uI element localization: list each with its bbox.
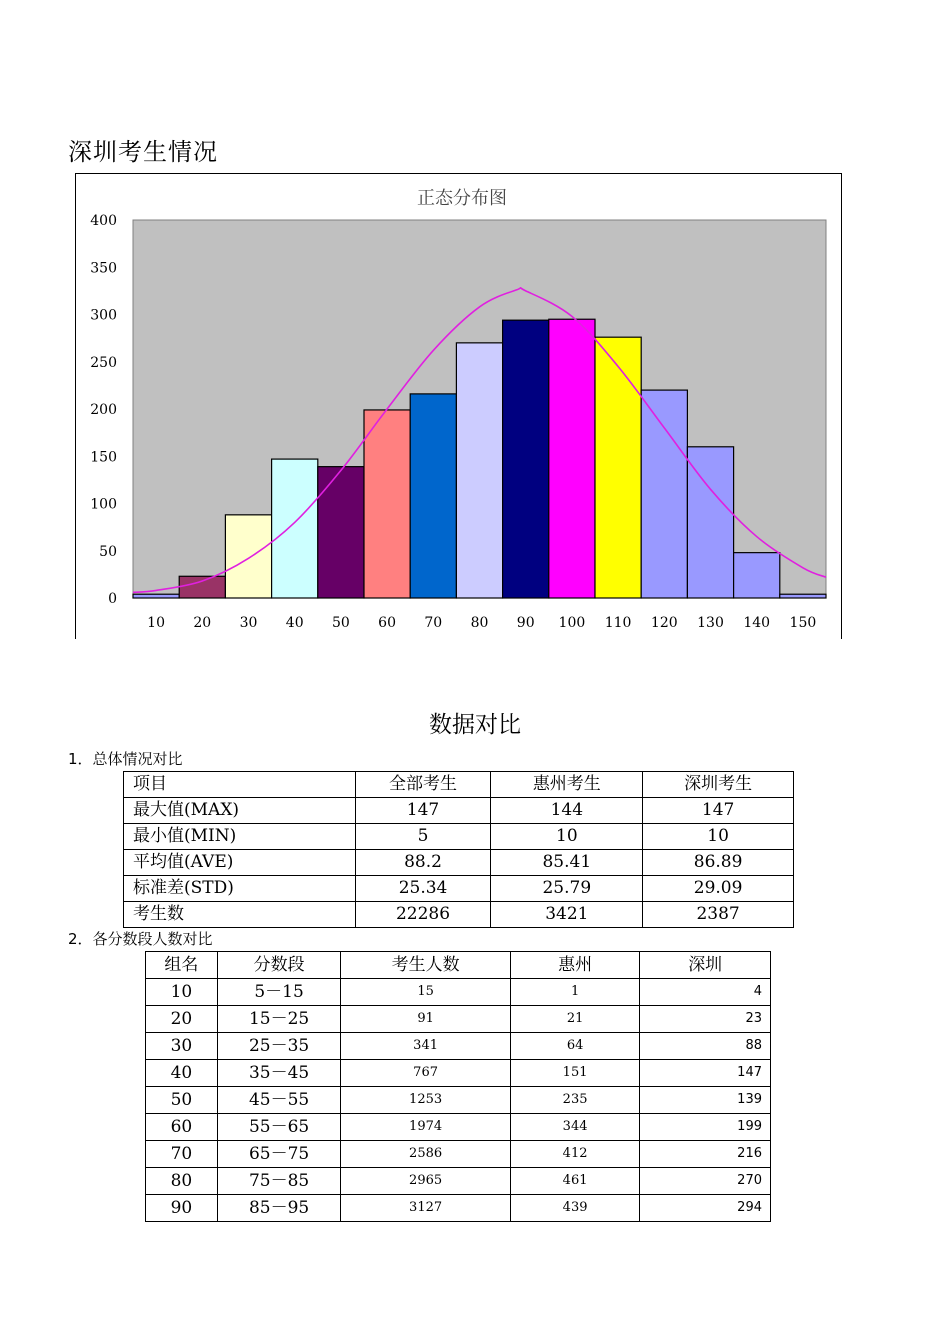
scores-subtitle: 2．各分数段人数对比: [68, 930, 213, 948]
y-tick-label: 50: [99, 543, 117, 560]
column-header: 考生人数: [341, 952, 510, 979]
table-cell: 55－65: [217, 1114, 341, 1141]
table-cell: 147: [355, 798, 491, 824]
table-cell: 60: [146, 1114, 218, 1141]
table-row: [146, 1033, 771, 1060]
table-cell: 考生数: [124, 902, 356, 928]
table-cell: 35－45: [217, 1060, 341, 1087]
table-cell: 3421: [491, 902, 643, 928]
column-header: 惠州考生: [491, 772, 643, 798]
table-cell: 216: [640, 1141, 771, 1168]
table-cell: 1253: [341, 1087, 510, 1114]
table-cell: 20: [146, 1006, 218, 1033]
y-tick-label: 350: [90, 260, 117, 277]
table-cell: 294: [640, 1195, 771, 1222]
table-cell: 199: [640, 1114, 771, 1141]
table-cell: 29.09: [643, 876, 794, 902]
table-row: [124, 798, 794, 824]
table-row: [146, 1141, 771, 1168]
x-tick-label: 130: [697, 615, 724, 631]
table-row: [146, 1195, 771, 1222]
table-cell: 2965: [341, 1168, 510, 1195]
table-cell: 2387: [643, 902, 794, 928]
y-tick-label: 150: [90, 449, 117, 466]
table-cell: 86.89: [643, 850, 794, 876]
y-tick-label: 300: [90, 307, 117, 324]
column-header: 深圳考生: [643, 772, 794, 798]
x-tick-label: 90: [516, 615, 535, 631]
bar-50: [318, 467, 364, 598]
table-cell: 2586: [341, 1141, 510, 1168]
column-header: 项目: [124, 772, 356, 798]
table-cell: 45－55: [217, 1087, 341, 1114]
table-cell: 439: [510, 1195, 640, 1222]
bar-90: [503, 320, 549, 598]
summary-subtitle: 1．总体情况对比: [68, 750, 183, 768]
bar-20: [179, 576, 225, 598]
x-tick-label: 50: [331, 615, 350, 631]
score-distribution-table: [145, 951, 771, 1222]
chart-canvas: [76, 174, 842, 640]
bar-10: [133, 594, 179, 598]
table-cell: 80: [146, 1168, 218, 1195]
table-cell: 91: [341, 1006, 510, 1033]
bar-40: [272, 459, 318, 598]
x-tick-label: 30: [239, 615, 258, 631]
x-axis: [147, 615, 816, 631]
table-cell: 344: [510, 1114, 640, 1141]
summary-table: [123, 771, 794, 928]
column-header: 全部考生: [355, 772, 491, 798]
table-cell: 15: [341, 979, 510, 1006]
table-cell: 30: [146, 1033, 218, 1060]
y-tick-label: 400: [90, 213, 117, 229]
table-row: [146, 1087, 771, 1114]
chart-title: 正态分布图: [417, 188, 507, 209]
x-tick-label: 20: [193, 615, 212, 631]
bar-100: [549, 319, 595, 598]
table-cell: 21: [510, 1006, 640, 1033]
table-cell: 25.79: [491, 876, 643, 902]
x-tick-label: 60: [378, 615, 397, 631]
table-cell: 412: [510, 1141, 640, 1168]
table-cell: 15－25: [217, 1006, 341, 1033]
table-cell: 90: [146, 1195, 218, 1222]
y-tick-label: 200: [90, 402, 117, 418]
x-tick-label: 40: [285, 615, 304, 631]
table-cell: 4: [640, 979, 771, 1006]
table-row: [146, 1168, 771, 1195]
y-tick-label: 0: [108, 591, 117, 607]
table-row: [124, 824, 794, 850]
x-tick-label: 80: [470, 615, 489, 631]
table-cell: 5: [355, 824, 491, 850]
x-tick-label: 100: [558, 615, 586, 631]
table-cell: 50: [146, 1087, 218, 1114]
bar-30: [225, 515, 271, 598]
table-cell: 平均值(AVE): [124, 850, 356, 876]
table-cell: 64: [510, 1033, 640, 1060]
table-row: [146, 1060, 771, 1087]
table-cell: 75－85: [217, 1168, 341, 1195]
table-cell: 1974: [341, 1114, 510, 1141]
table-row: [146, 1114, 771, 1141]
table-row: [124, 876, 794, 902]
table-cell: 23: [640, 1006, 771, 1033]
page-heading: 深圳考生情况: [68, 138, 218, 166]
x-tick-label: 10: [147, 615, 166, 631]
table-cell: 40: [146, 1060, 218, 1087]
table-cell: 10: [643, 824, 794, 850]
table-cell: 25.34: [355, 876, 491, 902]
x-tick-label: 70: [424, 615, 443, 631]
bar-150: [780, 594, 826, 598]
bar-120: [641, 390, 687, 598]
x-tick-label: 120: [650, 615, 678, 631]
table-cell: 10: [146, 979, 218, 1006]
table-cell: 70: [146, 1141, 218, 1168]
x-tick-label: 140: [743, 615, 771, 631]
column-header: 惠州: [510, 952, 640, 979]
scores-header-row: [146, 952, 771, 979]
table-cell: 235: [510, 1087, 640, 1114]
table-cell: 147: [643, 798, 794, 824]
table-cell: 最小值(MIN): [124, 824, 356, 850]
y-tick-label: 100: [90, 496, 117, 513]
bar-70: [410, 394, 456, 598]
table-cell: 标准差(STD): [124, 876, 356, 902]
normal-distribution-chart: [75, 173, 842, 639]
column-header: 组名: [146, 952, 218, 979]
bar-140: [734, 553, 780, 598]
y-tick-label: 250: [90, 354, 117, 371]
table-cell: 147: [640, 1060, 771, 1087]
table-cell: 5－15: [217, 979, 341, 1006]
table-cell: 144: [491, 798, 643, 824]
table-cell: 10: [491, 824, 643, 850]
column-header: 深圳: [640, 952, 771, 979]
bar-60: [364, 410, 410, 598]
table-cell: 767: [341, 1060, 510, 1087]
summary-header-row: [124, 772, 794, 798]
table-cell: 85－95: [217, 1195, 341, 1222]
bar-110: [595, 337, 641, 598]
table-cell: 461: [510, 1168, 640, 1195]
table-cell: 最大值(MAX): [124, 798, 356, 824]
table-cell: 65－75: [217, 1141, 341, 1168]
table-row: [146, 1006, 771, 1033]
table-row: [146, 979, 771, 1006]
x-tick-label: 110: [604, 615, 632, 631]
table-row: [124, 850, 794, 876]
table-row: [124, 902, 794, 928]
table-cell: 139: [640, 1087, 771, 1114]
table-cell: 341: [341, 1033, 510, 1060]
y-axis: [90, 213, 117, 607]
table-cell: 151: [510, 1060, 640, 1087]
table-cell: 3127: [341, 1195, 510, 1222]
table-cell: 88: [640, 1033, 771, 1060]
column-header: 分数段: [217, 952, 341, 979]
section-title: 数据对比: [429, 712, 521, 738]
x-tick-label: 150: [789, 615, 817, 631]
table-cell: 1: [510, 979, 640, 1006]
table-cell: 22286: [355, 902, 491, 928]
table-cell: 270: [640, 1168, 771, 1195]
table-cell: 88.2: [355, 850, 491, 876]
table-cell: 85.41: [491, 850, 643, 876]
table-cell: 25－35: [217, 1033, 341, 1060]
bar-80: [456, 343, 502, 598]
